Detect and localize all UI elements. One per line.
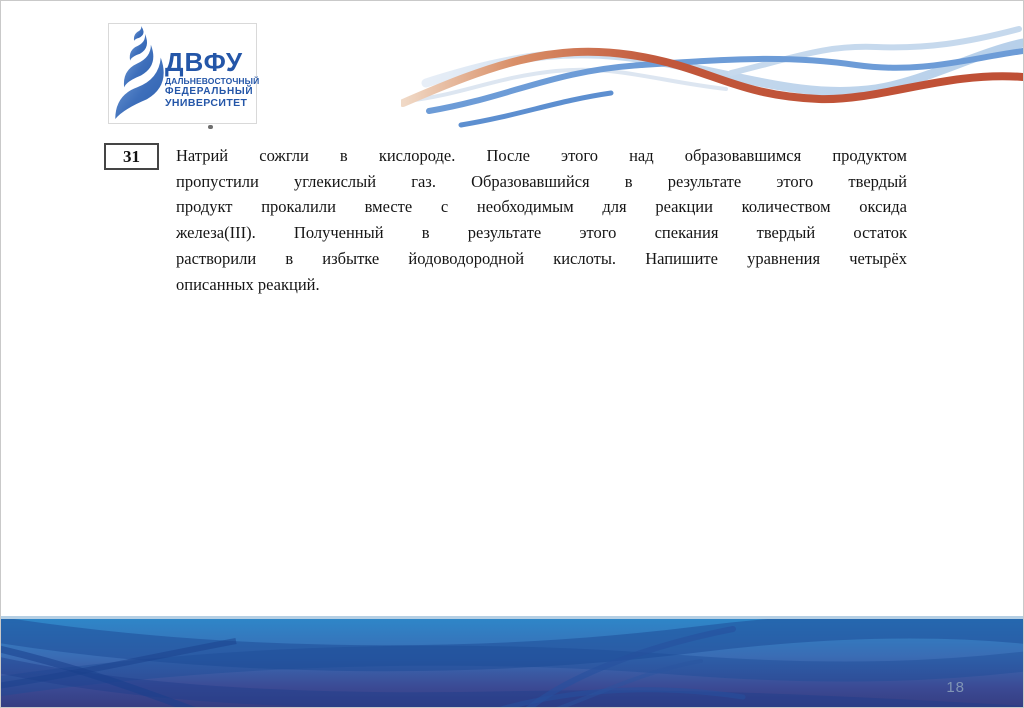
logo-name-line2: ФЕДЕРАЛЬНЫЙ: [165, 86, 254, 97]
top-waves-decoration: [401, 3, 1023, 131]
task-text-line: железа(III). Полученный в результате этого спекания твердый остаток: [176, 223, 907, 243]
logo-text-block: [165, 47, 260, 109]
task-text: [176, 143, 907, 297]
task-text-line: Натрий сожгли в кислороде. После этого над образовавшимся продуктом: [176, 146, 907, 165]
bottom-band-waves: [1, 619, 1024, 708]
page-number: 18: [946, 679, 965, 696]
task-number-box: [104, 143, 159, 170]
logo-acronym: ДВФУ: [165, 47, 244, 77]
task-text-line: продукт прокалили вместе с необходимым для реакции количеством оксида: [176, 197, 907, 217]
logo-name-line1: ДАЛЬНЕВОСТОЧНЫЙ: [165, 76, 260, 86]
bottom-band: [1, 616, 1024, 708]
task-text-line: пропустили углекислый газ. Образовавшийся в результате этого твердый: [176, 171, 907, 191]
university-logo: [108, 23, 260, 124]
logo-name-line3: УНИВЕРСИТЕТ: [165, 97, 248, 109]
task-text-line: описанных реакций.: [176, 274, 320, 294]
dvfu-spiral-icon: [111, 26, 167, 121]
task-number: 31: [123, 146, 140, 166]
task-text-line: растворили в избытке йодоводородной кислоты. Напишите уравнения четырёх: [176, 248, 907, 268]
small-mark: [208, 125, 213, 129]
